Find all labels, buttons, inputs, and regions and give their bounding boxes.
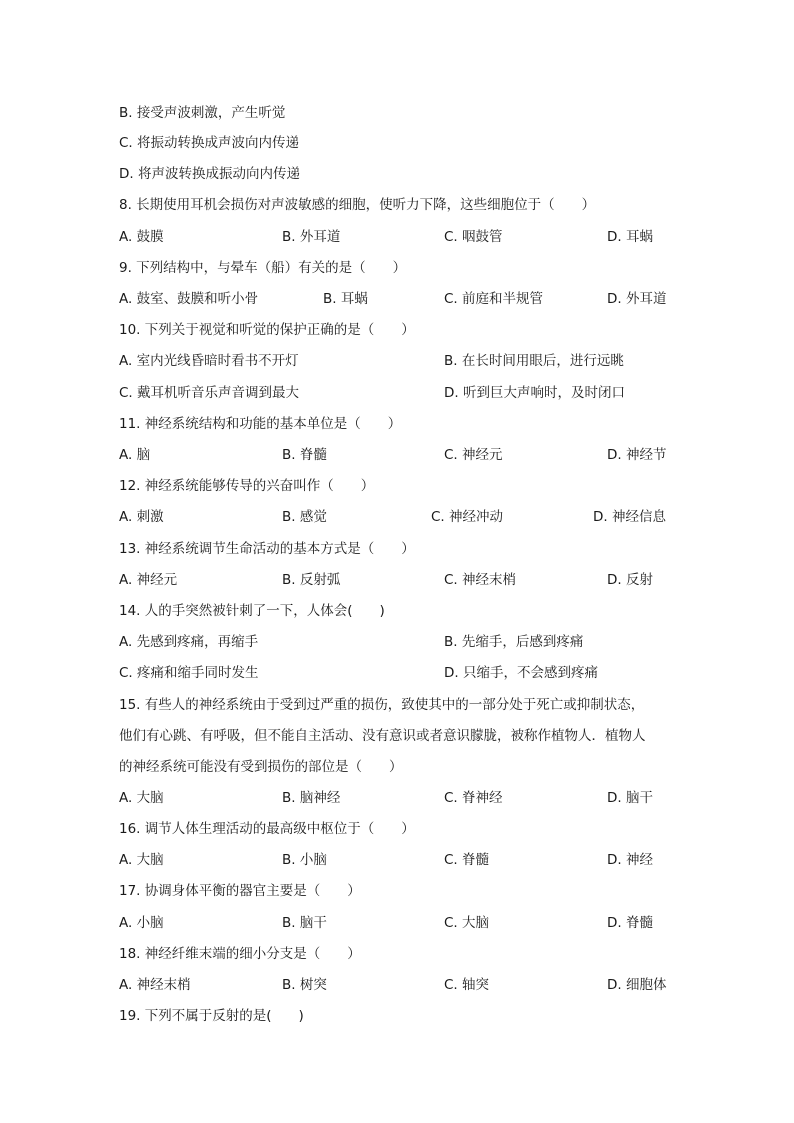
q18-option-b: B. 树突 <box>282 977 327 993</box>
q8-option-b: B. 外耳道 <box>282 229 341 245</box>
q12-option-c: C. 神经冲动 <box>431 509 504 525</box>
question-15-line-2: 他们有心跳、有呼吸，但不能自主活动、没有意识或者意识朦胧，被称作植物人．植物人 <box>119 728 646 744</box>
q9-option-c: C. 前庭和半规管 <box>444 291 544 307</box>
question-12: 12. 神经系统能够传导的兴奋叫作（ ） <box>119 478 375 494</box>
q18-option-d: D. 细胞体 <box>607 977 667 993</box>
question-17: 17. 协调身体平衡的器官主要是（ ） <box>119 883 361 899</box>
question-11: 11. 神经系统结构和功能的基本单位是（ ） <box>119 416 402 432</box>
q8-option-d: D. 耳蜗 <box>607 229 653 245</box>
question-9: 9. 下列结构中，与晕车（船）有关的是（ ） <box>119 260 407 276</box>
question-18: 18. 神经纤维末端的细小分支是（ ） <box>119 946 361 962</box>
question-15-line-3: 的神经系统可能没有受到损伤的部位是（ ） <box>119 759 403 775</box>
question-16: 16. 调节人体生理活动的最高级中枢位于（ ） <box>119 821 415 837</box>
q13-option-b: B. 反射弧 <box>282 572 341 588</box>
q12-option-a: A. 刺激 <box>119 509 164 525</box>
q10-option-b: B. 在长时间用眼后，进行远眺 <box>444 353 624 369</box>
q14-option-d: D. 只缩手，不会感到疼痛 <box>444 665 598 681</box>
q11-option-a: A. 脑 <box>119 447 151 463</box>
q18-option-a: A. 神经末梢 <box>119 977 191 993</box>
q16-option-d: D. 神经 <box>607 852 653 868</box>
q10-option-a: A. 室内光线昏暗时看书不开灯 <box>119 353 299 369</box>
q14-option-a: A. 先感到疼痛，再缩手 <box>119 634 259 650</box>
q7-option-d: D. 将声波转换成振动向内传递 <box>119 166 300 182</box>
q10-option-d: D. 听到巨大声响时，及时闭口 <box>444 385 625 401</box>
q15-option-a: A. 大脑 <box>119 790 164 806</box>
q15-option-b: B. 脑神经 <box>282 790 341 806</box>
q10-option-c: C. 戴耳机听音乐声音调到最大 <box>119 385 300 401</box>
question-8: 8. 长期使用耳机会损伤对声波敏感的细胞，使听力下降，这些细胞位于（ ） <box>119 197 596 213</box>
q7-option-b: B. 接受声波刺激，产生听觉 <box>119 105 286 121</box>
q14-option-c: C. 疼痛和缩手同时发生 <box>119 665 259 681</box>
q11-option-d: D. 神经节 <box>607 447 667 463</box>
q15-option-d: D. 脑干 <box>607 790 653 806</box>
question-14: 14. 人的手突然被针刺了一下，人体会( ) <box>119 603 385 619</box>
q14-option-b: B. 先缩手，后感到疼痛 <box>444 634 584 650</box>
q17-option-c: C. 大脑 <box>444 915 490 931</box>
q9-option-a: A. 鼓室、鼓膜和听小骨 <box>119 291 259 307</box>
q9-option-b: B. 耳蜗 <box>323 291 368 307</box>
q12-option-d: D. 神经信息 <box>593 509 666 525</box>
q17-option-b: B. 脑干 <box>282 915 327 931</box>
q13-option-a: A. 神经元 <box>119 572 178 588</box>
q9-option-d: D. 外耳道 <box>607 291 667 307</box>
q13-option-c: C. 神经末梢 <box>444 572 517 588</box>
q15-option-c: C. 脊神经 <box>444 790 503 806</box>
question-10: 10. 下列关于视觉和听觉的保护正确的是（ ） <box>119 322 415 338</box>
question-13: 13. 神经系统调节生命活动的基本方式是（ ） <box>119 541 415 557</box>
q18-option-c: C. 轴突 <box>444 977 490 993</box>
q8-option-c: C. 咽鼓管 <box>444 229 503 245</box>
q11-option-b: B. 脊髓 <box>282 447 327 463</box>
q16-option-a: A. 大脑 <box>119 852 164 868</box>
q12-option-b: B. 感觉 <box>282 509 327 525</box>
q8-option-a: A. 鼓膜 <box>119 229 164 245</box>
question-19: 19. 下列不属于反射的是( ) <box>119 1008 304 1024</box>
q16-option-c: C. 脊髓 <box>444 852 490 868</box>
q17-option-d: D. 脊髓 <box>607 915 653 931</box>
question-15-line-1: 15. 有些人的神经系统由于受到过严重的损伤，致使其中的一部分处于死亡或抑制状态， <box>119 697 645 713</box>
q7-option-c: C. 将振动转换成声波向内传递 <box>119 135 300 151</box>
q13-option-d: D. 反射 <box>607 572 653 588</box>
q17-option-a: A. 小脑 <box>119 915 164 931</box>
q16-option-b: B. 小脑 <box>282 852 327 868</box>
q11-option-c: C. 神经元 <box>444 447 503 463</box>
